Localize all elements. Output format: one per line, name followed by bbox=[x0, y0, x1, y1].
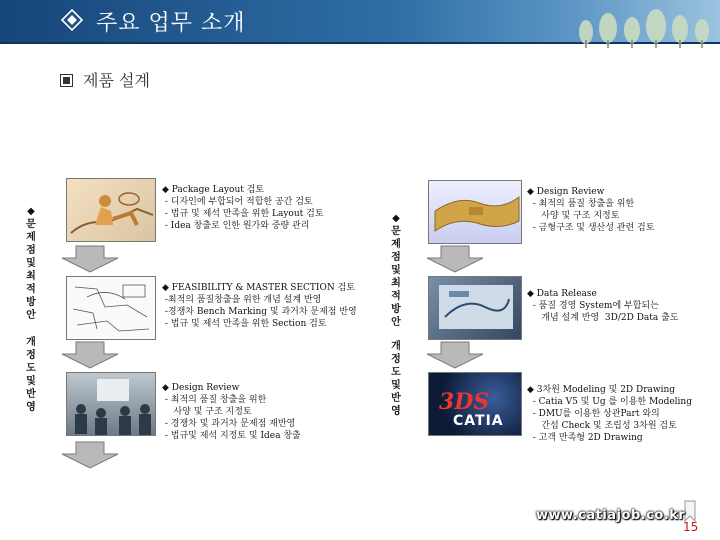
page-number: 15 bbox=[683, 520, 699, 534]
left-desc-3: ◆ Design Review - 최적의 품질 창출을 위한 사양 및 구조 지정토 - 경쟁차 및 과거차 문제점 재반영 - 법규및 제석 지정토 및 Idea 창출 bbox=[162, 383, 301, 441]
arrow-down-icon bbox=[40, 244, 140, 274]
catia-label: CATIA bbox=[453, 413, 504, 429]
right-desc-2: ◆ Data Release - 품질 경영 System에 부합되는 개념 설계 반영 3D/2D Data 출도 bbox=[527, 289, 679, 323]
data-release-image bbox=[428, 276, 522, 340]
footer-url: www.catiajob.co.kr bbox=[536, 508, 686, 523]
left-sidebar-bottom: 개정도및반영 bbox=[26, 337, 36, 413]
left-sidebar-top: ◆문제점및최적방안 bbox=[26, 206, 36, 321]
svg-text:3DS: 3DS bbox=[439, 389, 490, 415]
square-bullet-icon bbox=[60, 74, 73, 87]
diamond-bullet-icon bbox=[60, 6, 84, 34]
middle-sidebar-top: ◆문제점및최적방안 bbox=[391, 213, 401, 328]
arrow-down-icon bbox=[40, 340, 140, 370]
design-review-meeting-image bbox=[66, 372, 156, 436]
left-desc-2: ◆ FEASIBILITY & MASTER SECTION 검토 -최적의 품질창출을 위한 개념 설계 반영 -경쟁차 Bench Marking 및 과거차 문제점 반영 - 법규 및 제석 만족을 위한 Section 검토 bbox=[162, 283, 357, 329]
arrow-down-icon bbox=[405, 340, 505, 370]
catia-logo-image bbox=[428, 372, 522, 436]
section-subtitle-text: 제품 설계 bbox=[83, 71, 150, 90]
crash-pad-image bbox=[428, 180, 522, 244]
page-title: 주요 업무 소개 bbox=[96, 11, 246, 36]
left-desc-1: ◆ Package Layout 검토 - 디자인에 부합되어 적합한 공간 검토 - 법규 및 제석 만족을 위한 Layout 검토 - Idea 창출로 인한 원가와 중량 관리 bbox=[162, 185, 324, 231]
arrow-down-icon bbox=[405, 244, 505, 274]
arrow-down-icon bbox=[40, 440, 140, 470]
right-desc-1: ◆ Design Review - 최적의 품질 창출을 위한 사양 및 구조 지정토 - 금형구조 및 생산성 관련 검토 bbox=[527, 187, 655, 233]
package-layout-image bbox=[66, 178, 156, 242]
section-subtitle bbox=[60, 68, 150, 91]
right-desc-3: ◆ 3차원 Modeling 및 2D Drawing - Catia V5 및 Ug 를 이용한 Modeling - DMU를 이용한 상관Part 와의 간섭 Check 및 조립성 3차원 검토 - 고객 만족형 2D Drawing bbox=[527, 385, 692, 443]
feasibility-drawing-image bbox=[66, 276, 156, 340]
trees-decoration-icon bbox=[566, 2, 716, 50]
middle-sidebar-bottom: 개정도및반영 bbox=[391, 341, 401, 417]
bookmark-icon bbox=[684, 500, 696, 522]
